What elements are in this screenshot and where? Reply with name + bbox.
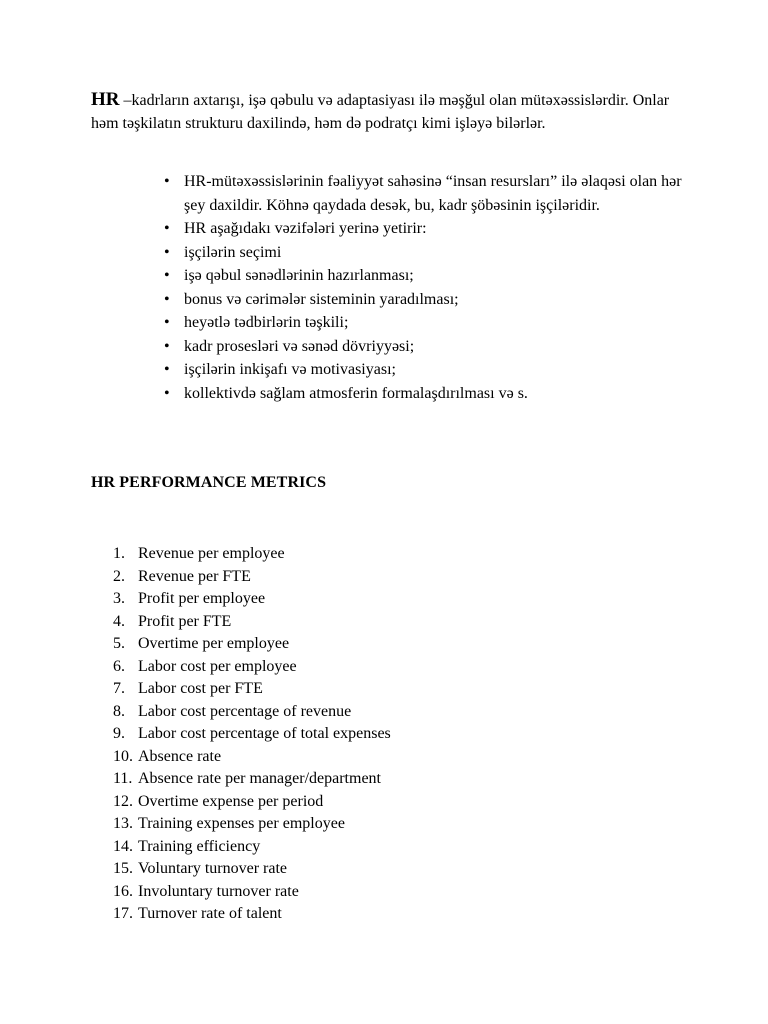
metric-item bbox=[113, 723, 391, 746]
metric-label: Absence rate bbox=[138, 747, 222, 765]
metric-number: 16. bbox=[113, 882, 133, 900]
metric-item bbox=[113, 881, 391, 904]
metric-item bbox=[113, 701, 391, 724]
metric-label: Profit per FTE bbox=[138, 612, 232, 630]
metric-number: 1. bbox=[113, 545, 125, 562]
metric-number: 4. bbox=[113, 612, 125, 630]
metric-number: 14. bbox=[113, 837, 133, 855]
metric-number: 15. bbox=[113, 860, 133, 877]
metric-item bbox=[113, 656, 391, 679]
metric-item bbox=[113, 633, 391, 656]
metric-label: Involuntary turnover rate bbox=[138, 882, 299, 900]
metric-number: 7. bbox=[113, 680, 125, 697]
bullet-item: • kadr prosesləri və sənəd dövriyyəsi; bbox=[165, 335, 685, 359]
metric-label: Labor cost per FTE bbox=[138, 680, 263, 697]
metric-number: 6. bbox=[113, 657, 125, 675]
bullet-item: • HR-mütəxəssislərinin fəaliyyət sahəsinə “insan resursları” ilə əlaqəsi olan hər şey daxildir. Köhnə qaydada desək, bu, kadr şöbəsinin işçiləridir. bbox=[165, 170, 685, 217]
metric-number: 3. bbox=[113, 590, 125, 607]
bullet-list bbox=[165, 170, 685, 405]
bullet-item: • heyətlə tədbirlərin təşkili; bbox=[165, 311, 685, 335]
metric-item bbox=[113, 678, 391, 701]
metric-label: Voluntary turnover rate bbox=[138, 860, 287, 877]
bullet-item: • kollektivdə sağlam atmosferin formalaşdırılması və s. bbox=[165, 382, 685, 406]
metric-label: Training efficiency bbox=[138, 837, 261, 855]
metric-item bbox=[113, 836, 391, 859]
metric-number: 9. bbox=[113, 725, 125, 742]
metric-item bbox=[113, 813, 391, 836]
bullet-item: • işə qəbul sənədlərinin hazırlanması; bbox=[165, 264, 685, 288]
metric-item bbox=[113, 791, 391, 814]
metric-number: 17. bbox=[113, 905, 133, 922]
metric-label: Training expenses per employee bbox=[138, 815, 345, 832]
bullet-item: • bonus və cərimələr sisteminin yaradılması; bbox=[165, 288, 685, 312]
metric-number: 12. bbox=[113, 792, 133, 810]
metric-item bbox=[113, 768, 391, 791]
metric-label: Labor cost percentage of total expenses bbox=[138, 725, 391, 742]
metrics-heading: HR PERFORMANCE METRICS bbox=[91, 474, 327, 491]
intro-term: HR bbox=[91, 89, 120, 110]
metric-number: 10. bbox=[113, 747, 133, 765]
metric-item bbox=[113, 903, 391, 926]
metric-label: Revenue per FTE bbox=[138, 567, 251, 585]
metric-label: Revenue per employee bbox=[138, 545, 285, 562]
bullet-item: • işçilərin inkişafı və motivasiyası; bbox=[165, 358, 685, 382]
metric-number: 5. bbox=[113, 635, 125, 652]
metric-item bbox=[113, 858, 391, 881]
metric-label: Absence rate per manager/department bbox=[138, 770, 381, 787]
metric-label: Profit per employee bbox=[138, 590, 266, 607]
metric-number: 8. bbox=[113, 702, 125, 720]
metric-number: 2. bbox=[113, 567, 125, 585]
bullet-item: • HR aşağıdakı vəzifələri yerinə yetirir: bbox=[165, 217, 685, 241]
bullet-item: • işçilərin seçimi bbox=[165, 241, 685, 265]
metric-label: Overtime per employee bbox=[138, 635, 290, 652]
metric-label: Labor cost percentage of revenue bbox=[138, 702, 352, 720]
metric-item bbox=[113, 588, 391, 611]
intro-paragraph bbox=[91, 88, 691, 135]
metric-item bbox=[113, 746, 391, 769]
intro-text: –kadrların axtarışı, işə qəbulu və adaptasiyası ilə məşğul olan mütəxəssislərdir. Onlar həm təşkilatın strukturu daxilində, həm də podratçı kimi işləyə bilərlər. bbox=[91, 92, 670, 132]
metrics-list bbox=[113, 543, 391, 926]
metric-number: 11. bbox=[113, 770, 133, 787]
metric-item bbox=[113, 566, 391, 589]
metric-label: Labor cost per employee bbox=[138, 657, 297, 675]
metric-item bbox=[113, 611, 391, 634]
metric-number: 13. bbox=[113, 815, 133, 832]
metric-label: Turnover rate of talent bbox=[138, 905, 282, 922]
metric-label: Overtime expense per period bbox=[138, 792, 324, 810]
metric-item bbox=[113, 543, 391, 566]
